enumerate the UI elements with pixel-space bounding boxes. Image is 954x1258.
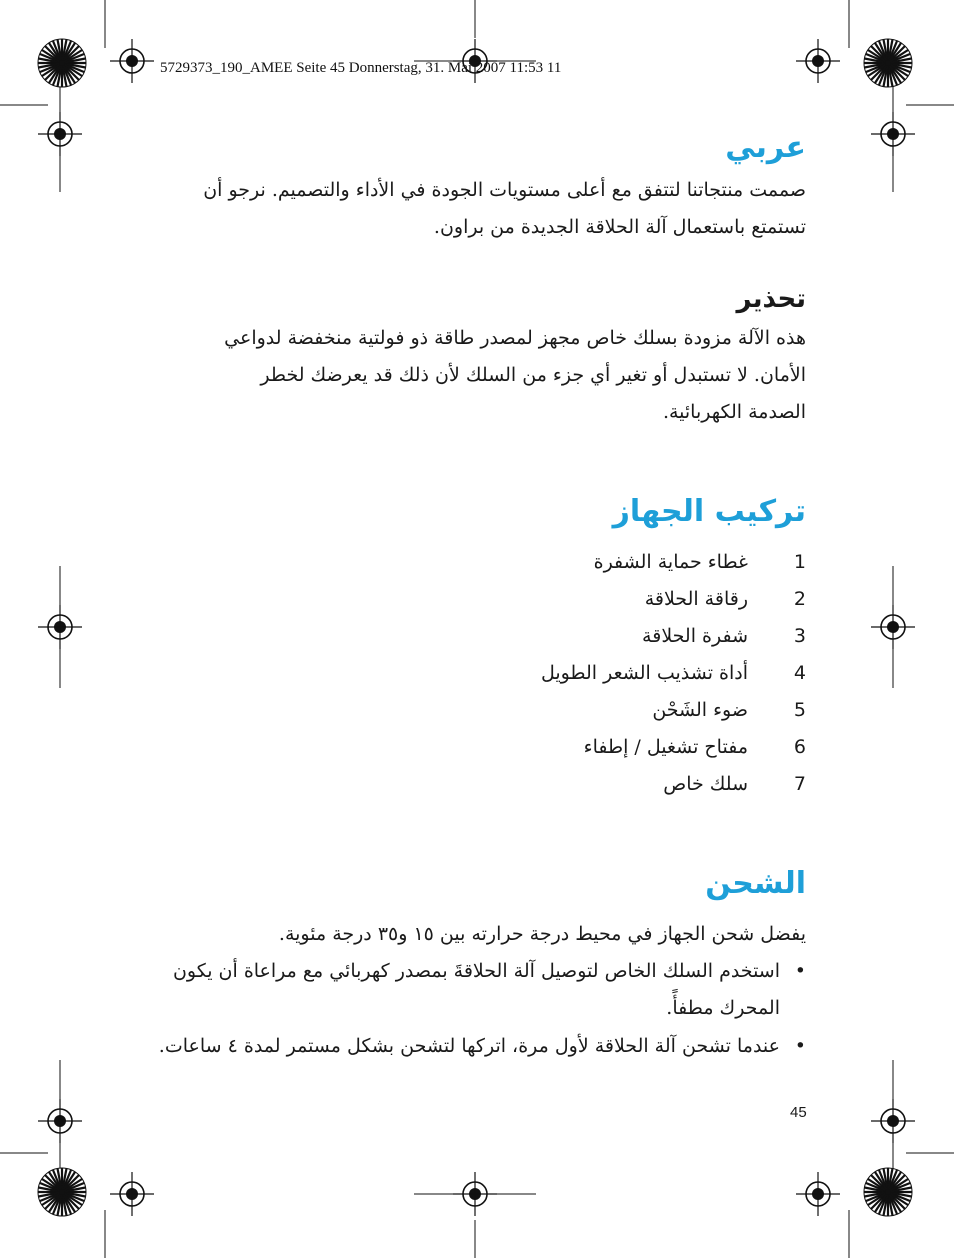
intro-line: صممت منتجاتنا لتتفق مع أعلى مستويات الجودة في الأداء والتصميم. نرجو أن — [203, 179, 806, 201]
item-number: 7 — [793, 772, 806, 795]
intro-paragraph — [166, 172, 806, 246]
section-title-warning: تحذير — [736, 284, 806, 314]
list-item — [386, 691, 806, 728]
section-title-charging: الشحن — [705, 866, 806, 901]
item-number: 6 — [793, 735, 806, 758]
list-item — [386, 543, 806, 580]
list-item — [386, 654, 806, 691]
item-label: شفرة الحلاقة — [642, 624, 748, 647]
list-item — [386, 617, 806, 654]
item-label: رقاقة الحلاقة — [644, 587, 748, 610]
page-number: 45 — [790, 1104, 807, 1121]
item-number: 1 — [793, 550, 806, 573]
list-item — [386, 765, 806, 802]
item-label: أداة تشذيب الشعر الطويل — [540, 661, 748, 684]
item-label: ضوء الشَحْن — [652, 698, 748, 721]
list-item — [386, 580, 806, 617]
item-number: 4 — [793, 661, 806, 684]
section-title-assembly: تركيب الجهاز — [612, 494, 806, 529]
list-item — [386, 728, 806, 765]
item-label: مفتاح تشغيل / إطفاء — [583, 735, 748, 758]
charging-bullet — [126, 1028, 806, 1065]
warning-line: هذه الآلة مزودة بسلك خاص مجهز لمصدر طاقة ذو فولتية منخفضة لدواعي — [224, 327, 806, 349]
item-label: سلك خاص — [663, 772, 748, 795]
warning-line: الأمان. لا تستبدل أو تغير أي جزء من السلك لأن ذلك قد يعرضك لخطر — [260, 364, 806, 386]
bullet-text-continued: المحرك مطفأً. — [666, 997, 780, 1019]
bullet-text: عندما تشحن آلة الحلاقة لأول مرة، اتركها لتشحن بشكل مستمر لمدة ٤ ساعات. — [158, 1035, 780, 1057]
intro-line: تستمتع باستعمال آلة الحلاقة الجديدة من براون. — [433, 216, 806, 238]
warning-line: الصدمة الكهربائية. — [662, 401, 806, 423]
bullet-icon: • — [794, 1035, 806, 1057]
bullet-text: استخدم السلك الخاص لتوصيل آلة الحلاقةَ بمصدر كهربائي مع مراعاة أن يكون — [172, 960, 780, 982]
charging-intro — [126, 916, 806, 953]
bullet-icon: • — [794, 960, 806, 982]
section-title-intro: عربي — [725, 130, 806, 165]
item-number: 3 — [793, 624, 806, 647]
print-slug: 5729373_190_AMEE Seite 45 Donnerstag, 31. Mai 2007 11:53 11 — [160, 60, 562, 76]
item-number: 5 — [793, 698, 806, 721]
charging-intro-line: يفضل شحن الجهاز في محيط درجة حرارته بين ١٥ و٣٥ درجة مئوية. — [278, 923, 806, 945]
warning-paragraph — [166, 320, 806, 431]
charging-bullet — [126, 953, 806, 1027]
item-label: غطاء حماية الشفرة — [593, 550, 748, 573]
item-number: 2 — [793, 587, 806, 610]
